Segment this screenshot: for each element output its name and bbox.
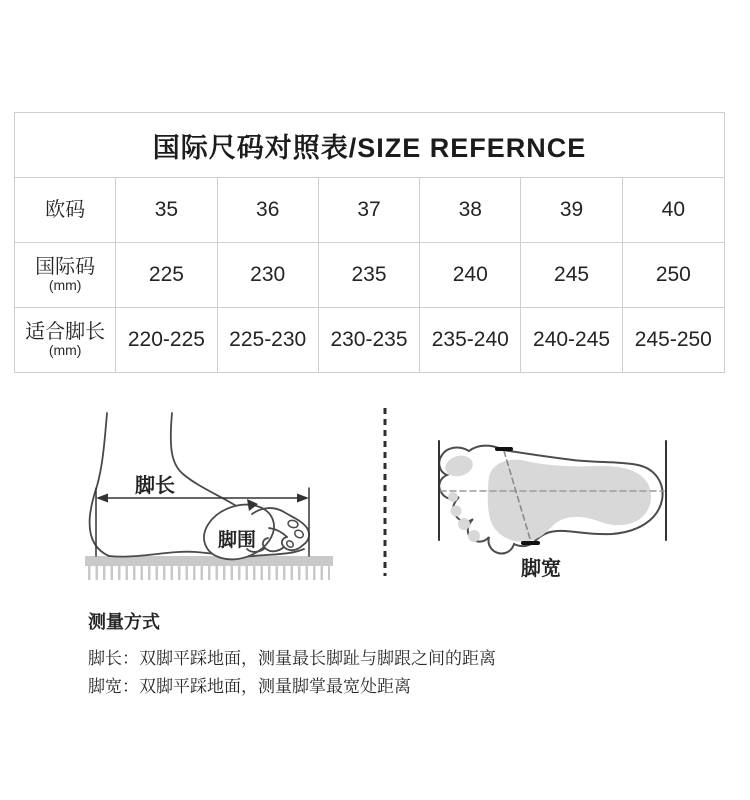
size-value-cell: 38 [420,178,521,242]
size-value-cell: 225-230 [218,308,319,372]
row-label-eu [15,178,116,242]
size-value-cell: 36 [218,178,319,242]
arrow-right-icon [297,494,309,503]
size-value-cell: 245 [521,243,622,307]
table-row-eu-size [15,178,724,243]
guide-heading: 测量方式 [88,612,160,632]
footprint-diagram [439,441,666,580]
sole-line [109,549,304,557]
row-label-text: 国际码 [35,255,96,278]
size-value-cell: 230-235 [319,308,420,372]
instep-line [171,413,252,517]
size-value-cell: 40 [661,198,686,221]
size-value-cell: 220-225 [116,308,217,372]
size-value-cell: 250 [655,263,691,286]
size-value-cell: 39 [521,178,622,242]
foot-side-view-diagram [85,413,333,573]
leg-back-line [90,413,109,556]
foot-length-label: 脚长 [135,475,175,497]
row-label-foot-length [15,308,116,372]
length-dimension [96,488,309,556]
arrow-left-icon [96,494,108,503]
size-value-cell: 235 [319,243,420,307]
table-row-intl-size [15,243,724,308]
guide-line-foot-width: 脚宽：双脚平踩地面，测量脚掌最宽处距离 [88,677,411,696]
foot-width-label: 脚宽 [521,558,561,580]
table-row-foot-length [15,308,724,372]
row-label-text: 适合脚长 [25,320,106,343]
row-unit-text: (mm) [48,277,82,294]
row-label-intl [15,243,116,307]
row-label-text: 欧码 [45,198,86,221]
size-value-cell: 230 [218,243,319,307]
size-value-cell: 225 [116,243,217,307]
size-table [14,112,725,373]
ground-bar [85,556,333,566]
guide-line-foot-length: 脚长：双脚平踩地面，测量最长脚趾与脚跟之间的距离 [88,649,496,668]
size-value-cell: 235-240 [420,308,521,372]
size-value-cell: 245-250 [634,328,712,351]
measurement-guide [88,608,496,701]
size-value-cell: 240 [420,243,521,307]
size-value-cell: 240-245 [521,308,622,372]
size-table-title: 国际尺码对照表/SIZE REFERNCE [15,113,724,178]
measurement-diagrams [0,400,750,600]
foot-girth-label: 脚围 [217,530,257,551]
row-unit-text: (mm) [48,342,82,359]
size-value-cell: 35 [116,178,217,242]
size-value-cell: 37 [319,178,420,242]
